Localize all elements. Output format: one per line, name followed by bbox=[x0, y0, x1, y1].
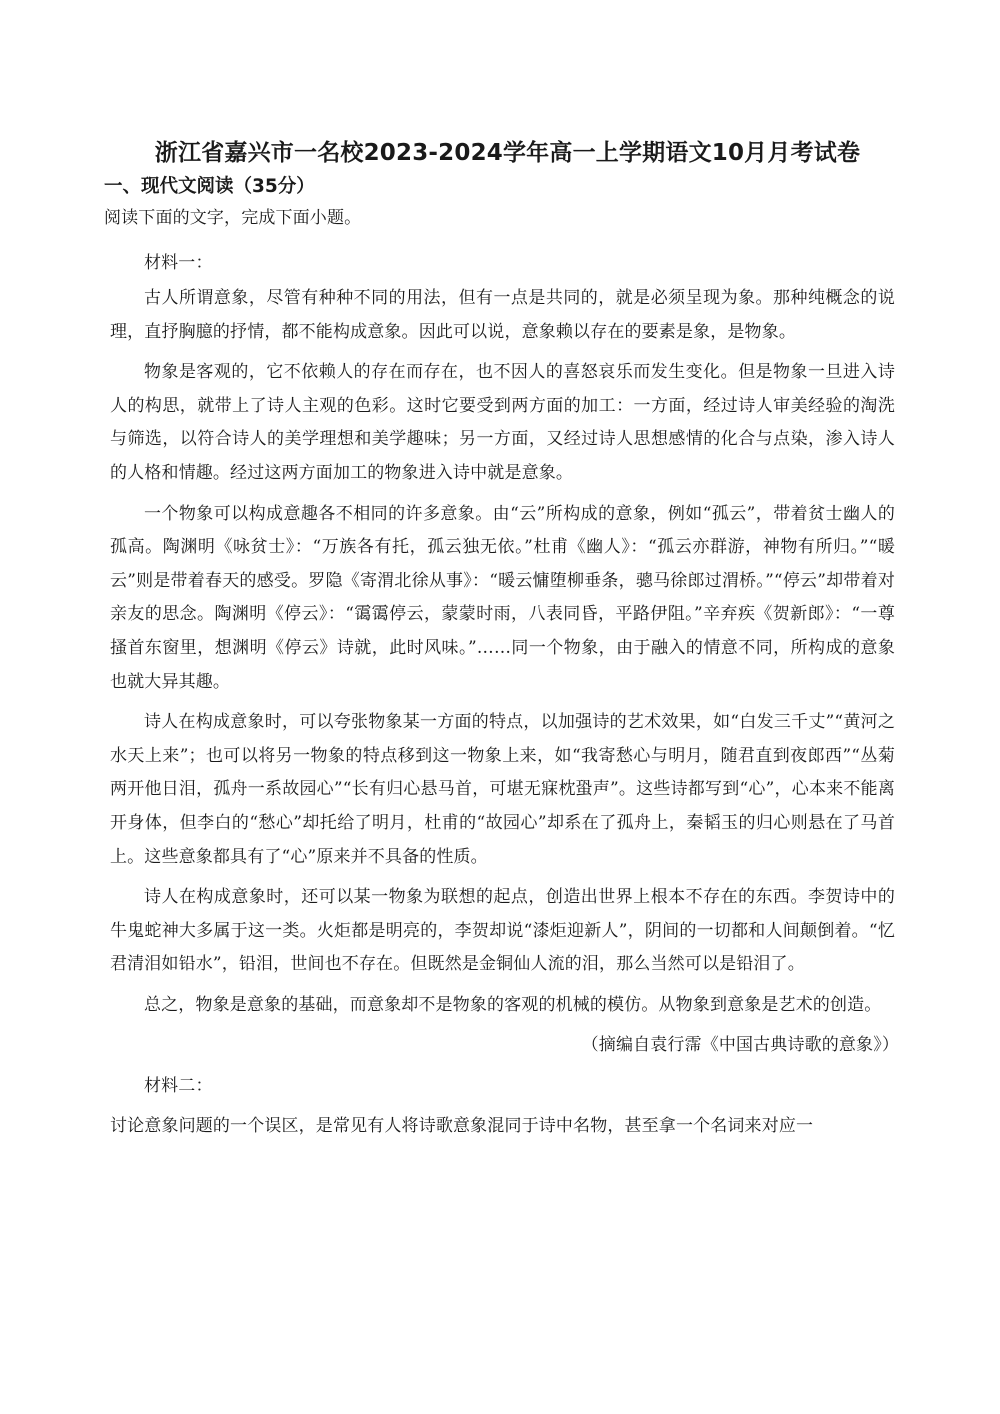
material-one-label: 材料一： bbox=[144, 253, 213, 273]
reading-instruction: 阅读下面的文字，完成下面小题。 bbox=[104, 208, 362, 228]
material-one-paragraph: 诗人在构成意象时，可以夸张物象某一方面的特点，以加强诗的艺术效果，如“白发三千丈”“黄河之水天上来”；也可以将另一物象的特点移到这一物象上来，如“我寄愁心与明月，随君直到夜郎西”“丛菊两开他日泪，孤舟一系故园心”“长有归心悬马首，可堪无寐枕蛩声”。这些诗都写到“心”，心本来不能离开身体，但李白的“愁心”却托给了明月，杜甫的“故园心”却系在了孤舟上，秦韬玉的归心则悬在了马首上。这些意象都具有了“心”原来并不具备的性质。 bbox=[110, 712, 895, 867]
exam-page bbox=[104, 134, 899, 1143]
material-one-paragraph: 诗人在构成意象时，还可以某一物象为联想的起点，创造出世界上根本不存在的东西。李贺诗中的牛鬼蛇神大多属于这一类。火炬都是明亮的，李贺却说“漆炬迎新人”，阴间的一切都和人间颠倒着。“忆君清泪如铅水”，铅泪，世间也不存在。但既然是金铜仙人流的泪，那么当然可以是铅泪了。 bbox=[110, 887, 895, 975]
material-one-paragraph: 一个物象可以构成意趣各不相同的许多意象。由“云”所构成的意象，例如“孤云”，带着贫士幽人的孤高。陶渊明《咏贫士》：“万族各有托，孤云独无依。”杜甫《幽人》：“孤云亦群游，神物有所归。”“暖云”则是带着春天的感受。罗隐《寄渭北徐从事》：“暖云慵堕柳垂条，骢马徐郎过渭桥。”“停云”却带着对亲友的思念。陶渊明《停云》：“霭霭停云，蒙蒙时雨，八表同昏，平路伊阻。”辛弃疾《贺新郎》：“一尊搔首东窗里，想渊明《停云》诗就，此时风味。”……同一个物象，由于融入的情意不同，所构成的意象也就大异其趣。 bbox=[110, 503, 895, 692]
material-two-paragraph: 讨论意象问题的一个误区，是常见有人将诗歌意象混同于诗中名物，甚至拿一个名词来对应一 bbox=[110, 1115, 814, 1136]
exam-title: 浙江省嘉兴市一名校2023-2024学年高一上学期语文10月月考试卷 bbox=[154, 140, 861, 166]
material-one-paragraph: 总之，物象是意象的基础，而意象却不是物象的客观的机械的模仿。从物象到意象是艺术的创造。 bbox=[144, 994, 882, 1015]
material-one-source: （摘编自袁行霈《中国古典诗歌的意象》） bbox=[581, 1035, 899, 1056]
material-two-label: 材料二： bbox=[144, 1076, 213, 1097]
material-one-paragraph: 物象是客观的，它不依赖人的存在而存在，也不因人的喜怒哀乐而发生变化。但是物象一旦进入诗人的构思，就带上了诗人主观的色彩。这时它要受到两方面的加工：一方面，经过诗人审美经验的淘洗与筛选，以符合诗人的美学理想和美学趣味；另一方面，又经过诗人思想感情的化合与点染，渗入诗人的人格和情趣。经过这两方面加工的物象进入诗中就是意象。 bbox=[110, 362, 895, 483]
material-one-paragraph: 古人所谓意象，尽管有种种不同的用法，但有一点是共同的，就是必须呈现为象。那种纯概念的说理，直抒胸臆的抒情，都不能构成意象。因此可以说，意象赖以存在的要素是象，是物象。 bbox=[110, 288, 895, 342]
section-heading: 一、现代文阅读（35分） bbox=[104, 176, 315, 197]
